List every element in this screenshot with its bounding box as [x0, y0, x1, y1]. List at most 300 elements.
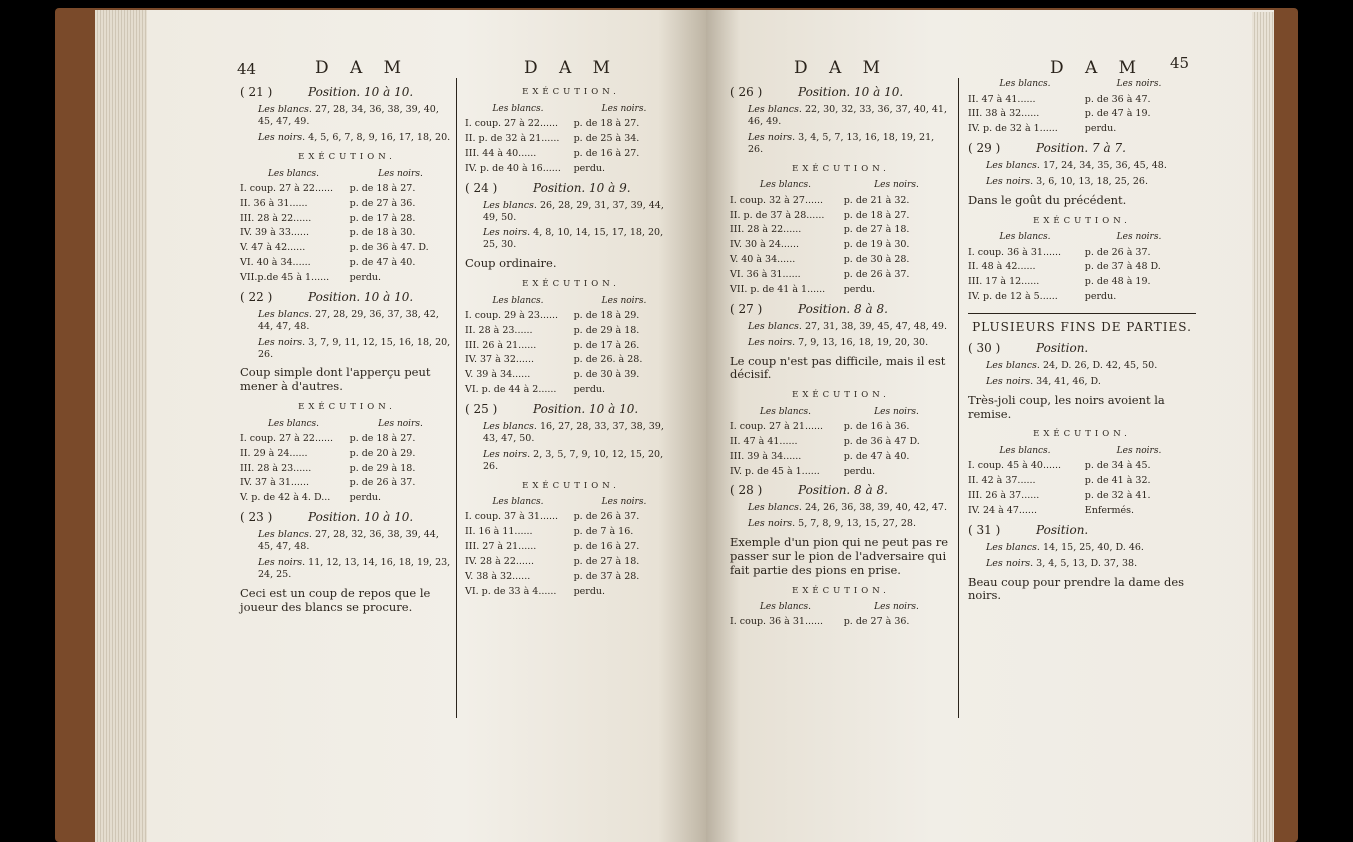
column-header: Les noirs.	[1116, 232, 1162, 243]
piece-side-label: Les blancs.	[483, 421, 537, 433]
move-row	[465, 586, 677, 598]
piece-squares: 26, 28, 29, 31, 37, 39, 44, 49, 50.	[483, 199, 664, 223]
piece-list	[986, 176, 1196, 188]
position-number: ( 26 )	[730, 85, 763, 100]
piece-squares: 22, 30, 32, 33, 36, 37, 40, 41, 46, 49.	[748, 104, 947, 128]
move-row	[240, 477, 454, 489]
section-title: PLUSIEURS FINS DE PARTIES.	[968, 313, 1196, 335]
column-rule	[456, 78, 457, 718]
piece-side-label: Les blancs.	[258, 104, 312, 116]
column-header: Les blancs.	[267, 168, 320, 179]
move-black: p. de 18 à 27.	[349, 182, 416, 194]
piece-list	[258, 104, 454, 128]
piece-side-label: Les blancs.	[986, 160, 1040, 172]
move-white: I. coup. 27 à 22......	[465, 118, 559, 130]
piece-side-label: Les noirs.	[748, 132, 796, 143]
position-number: ( 27 )	[730, 301, 763, 316]
position-title: Position. 7 à 7.	[1036, 141, 1126, 156]
move-row	[730, 210, 952, 222]
piece-list	[748, 104, 952, 128]
piece-squares: 14, 15, 25, 40, D. 46.	[1042, 541, 1144, 553]
move-white: III. 39 à 34......	[730, 450, 802, 462]
move-black: p. de 27 à 36.	[843, 616, 910, 628]
move-black: perdu.	[573, 162, 606, 174]
move-black: p. de 20 à 29.	[349, 447, 416, 459]
column-header: Les blancs.	[999, 79, 1051, 90]
move-table-header	[465, 497, 677, 508]
position-number: ( 24 )	[465, 180, 498, 195]
move-row	[240, 242, 454, 254]
piece-list	[483, 449, 677, 473]
move-white: VII.p.de 45 à 1......	[240, 272, 330, 283]
position-title: Position. 10 à 10.	[308, 289, 414, 304]
move-white: III. 28 à 22......	[730, 224, 802, 236]
column-header: Les blancs.	[492, 497, 544, 508]
piece-side-label: Les noirs.	[986, 375, 1034, 387]
position-heading	[730, 302, 952, 317]
move-row	[730, 436, 952, 448]
piece-side-label: Les blancs.	[258, 308, 312, 320]
move-white: III. 17 à 12......	[968, 276, 1040, 288]
move-black: perdu.	[1084, 291, 1117, 303]
move-white: II. p. de 37 à 28......	[730, 209, 825, 221]
move-white: I. coup. 27 à 22......	[240, 182, 334, 194]
position-heading	[240, 85, 454, 100]
move-white: II. 48 à 42......	[968, 261, 1036, 273]
move-black: p. de 48 à 19.	[1084, 276, 1151, 288]
move-black: p. de 25 à 34.	[573, 133, 640, 144]
move-white: III. 26 à 21......	[465, 339, 537, 351]
move-row	[968, 475, 1196, 487]
piece-side-label: Les blancs.	[258, 529, 312, 541]
commentary: Le coup n'est pas difficile, mais il est décisif.	[730, 353, 946, 382]
move-white: I. coup. 37 à 31......	[465, 511, 559, 523]
move-row	[968, 94, 1196, 106]
move-black: p. de 27 à 36.	[349, 197, 416, 209]
position-number: ( 25 )	[465, 402, 498, 417]
move-black: p. de 32 à 41.	[1084, 490, 1151, 502]
move-white: IV. 28 à 22......	[465, 556, 534, 568]
column-header: Les noirs.	[601, 497, 647, 508]
position-title: Position. 8 à 8.	[798, 301, 888, 316]
move-row	[968, 108, 1196, 120]
move-white: II. p. de 32 à 21......	[465, 133, 560, 144]
move-black: p. de 37 à 48 D.	[1084, 261, 1161, 273]
move-row	[730, 421, 952, 433]
move-white: V. p. de 42 à 4. D...	[240, 492, 331, 504]
column-header: Les noirs.	[874, 602, 919, 613]
move-black: p. de 18 à 27.	[573, 118, 640, 130]
position-heading	[968, 141, 1196, 156]
running-header: D A M	[793, 58, 889, 78]
column-page-45-right	[968, 58, 1196, 605]
move-black: p. de 16 à 36.	[843, 420, 910, 432]
move-row	[968, 490, 1196, 502]
column-header: Les noirs.	[378, 418, 423, 429]
piece-squares: 2, 3, 5, 7, 9, 10, 12, 15, 20, 26.	[483, 448, 664, 472]
commentary: Coup ordinaire.	[465, 256, 557, 271]
move-black: perdu.	[573, 384, 606, 396]
piece-squares: 11, 12, 13, 14, 16, 18, 19, 23, 24, 25.	[258, 556, 451, 580]
move-white: IV. p. de 40 à 16......	[465, 162, 561, 174]
piece-squares: 24, D. 26, D. 42, 45, 50.	[1042, 360, 1158, 372]
move-row	[730, 284, 952, 296]
piece-squares: 4, 8, 10, 14, 15, 17, 18, 20, 25, 30.	[483, 227, 664, 251]
move-row	[465, 526, 677, 538]
execution-heading: EXÉCUTION.	[792, 585, 890, 596]
move-row	[465, 310, 677, 322]
move-table-header	[968, 446, 1196, 457]
move-black: p. de 47 à 19.	[1084, 108, 1151, 120]
running-header: D A M	[523, 58, 619, 78]
piece-list	[986, 542, 1196, 554]
move-black: perdu.	[349, 492, 382, 504]
column-page-45-left	[730, 58, 952, 631]
move-black: p. de 47 à 40.	[349, 257, 416, 269]
position-heading	[240, 510, 454, 525]
commentary: Dans le goût du précédent.	[968, 192, 1127, 207]
piece-squares: 27, 28, 32, 36, 38, 39, 44, 45, 47, 48.	[258, 529, 439, 553]
move-row	[465, 541, 677, 553]
move-row	[730, 254, 952, 266]
move-black: p. de 19 à 30.	[843, 239, 910, 251]
move-row	[465, 511, 677, 523]
move-white: III. 28 à 22......	[240, 212, 312, 224]
page-edges-left	[95, 10, 147, 842]
column-header: Les blancs.	[492, 103, 544, 114]
column-header: Les blancs.	[492, 295, 544, 306]
move-white: IV. 24 à 47......	[968, 504, 1037, 516]
move-black: p. de 41 à 32.	[1084, 475, 1151, 487]
move-row	[240, 463, 454, 475]
move-black: p. de 37 à 28.	[573, 570, 640, 582]
column-page-44-left	[240, 58, 454, 616]
piece-side-label: Les noirs.	[483, 448, 531, 460]
piece-list	[483, 421, 677, 445]
move-white: III. 44 à 40......	[465, 147, 537, 159]
move-row	[465, 384, 677, 396]
position-title: Position. 10 à 10.	[308, 85, 414, 100]
move-black: p. de 36 à 47 D.	[843, 435, 920, 447]
move-white: VI. 36 à 31......	[730, 269, 801, 280]
position-number: ( 22 )	[240, 289, 273, 304]
move-black: perdu.	[843, 465, 876, 477]
move-white: II. 28 à 23......	[465, 324, 533, 336]
move-row	[968, 460, 1196, 472]
commentary: Beau coup pour prendre la dame des noirs.	[968, 574, 1185, 603]
piece-list	[748, 502, 952, 514]
piece-list	[748, 321, 952, 333]
move-white: IV. p. de 32 à 1......	[968, 123, 1058, 135]
piece-side-label: Les blancs.	[748, 502, 802, 514]
move-row	[465, 340, 677, 352]
move-row	[968, 261, 1196, 273]
piece-side-label: Les blancs.	[986, 541, 1040, 553]
move-row	[240, 227, 454, 239]
move-white: VI. p. de 44 à 2......	[465, 384, 557, 396]
piece-squares: 5, 7, 8, 9, 13, 15, 27, 28.	[798, 518, 916, 530]
move-row	[240, 183, 454, 195]
move-black: p. de 18 à 29.	[573, 309, 640, 321]
running-header: D A M	[314, 58, 410, 78]
move-black: p. de 30 à 39.	[573, 369, 640, 381]
move-black: p. de 29 à 18.	[573, 324, 640, 336]
move-row	[465, 354, 677, 366]
move-white: IV. p. de 45 à 1......	[730, 465, 820, 477]
move-row	[240, 433, 454, 445]
piece-side-label: Les noirs.	[986, 176, 1034, 187]
move-white: VI. p. de 33 à 4......	[465, 585, 557, 597]
piece-list	[748, 337, 952, 349]
column-header: Les blancs.	[999, 232, 1051, 243]
commentary: Ceci est un coup de repos que le joueur des blancs se procure.	[240, 585, 431, 614]
move-row	[730, 239, 952, 251]
move-black: p. de 34 à 45.	[1084, 460, 1151, 472]
move-white: I. coup. 36 à 31......	[968, 246, 1062, 258]
move-table-header	[968, 232, 1196, 243]
move-table-header	[730, 602, 952, 613]
piece-side-label: Les noirs.	[483, 227, 531, 239]
running-header: D A M	[1049, 58, 1145, 78]
move-table-header	[465, 296, 677, 307]
move-row	[968, 276, 1196, 288]
position-title: Position. 10 à 10.	[533, 402, 639, 417]
move-row	[240, 213, 454, 225]
move-black: perdu.	[1084, 123, 1117, 135]
move-white: III. 38 à 32......	[968, 108, 1040, 120]
column-header: Les noirs.	[378, 168, 423, 179]
move-row	[465, 118, 677, 130]
move-white: I. coup. 45 à 40......	[968, 460, 1062, 472]
move-black: p. de 21 à 32.	[843, 194, 910, 206]
move-row	[730, 195, 952, 207]
column-header: Les noirs.	[874, 406, 919, 417]
piece-squares: 3, 4, 5, 7, 13, 16, 18, 19, 21, 26.	[748, 132, 935, 155]
move-white: I. coup. 36 à 31......	[730, 616, 824, 628]
position-heading	[730, 483, 952, 498]
move-table-header	[240, 419, 454, 430]
move-black: perdu.	[573, 585, 606, 597]
move-table-header	[730, 407, 952, 418]
column-header: Les blancs.	[999, 446, 1051, 457]
position-number: ( 23 )	[240, 510, 273, 525]
execution-heading: EXÉCUTION.	[522, 87, 620, 98]
column-rule	[958, 78, 959, 718]
move-white: II. 47 à 41......	[968, 93, 1036, 105]
move-table-header	[730, 180, 952, 191]
move-row	[240, 448, 454, 460]
piece-squares: 17, 24, 34, 35, 36, 45, 48.	[1042, 160, 1167, 172]
piece-side-label: Les noirs.	[258, 132, 306, 143]
piece-list	[258, 132, 454, 144]
column-header: Les noirs.	[1116, 79, 1162, 90]
piece-side-label: Les noirs.	[258, 336, 306, 348]
move-row	[465, 571, 677, 583]
execution-heading: EXÉCUTION.	[298, 151, 396, 162]
position-title: Position. 10 à 10.	[308, 510, 414, 525]
piece-side-label: Les noirs.	[748, 336, 796, 348]
piece-squares: 27, 28, 34, 36, 38, 39, 40, 45, 47, 49.	[258, 104, 439, 128]
position-heading	[240, 290, 454, 305]
column-header: Les noirs.	[601, 103, 647, 114]
piece-list	[483, 200, 677, 224]
piece-side-label: Les blancs.	[748, 104, 802, 116]
move-row	[465, 163, 677, 175]
piece-side-label: Les blancs.	[483, 199, 537, 211]
piece-list	[483, 227, 677, 251]
move-white: I. coup. 27 à 21......	[730, 420, 824, 432]
piece-list	[986, 160, 1196, 172]
move-row	[240, 492, 454, 504]
move-row	[465, 133, 677, 145]
piece-squares: 34, 41, 46, D.	[1036, 375, 1101, 387]
move-row	[968, 291, 1196, 303]
move-white: II. 36 à 31......	[240, 197, 308, 209]
move-black: p. de 26 à 37.	[1084, 246, 1151, 258]
move-white: III. 26 à 37......	[968, 490, 1040, 502]
move-row	[465, 369, 677, 381]
execution-heading: EXÉCUTION.	[792, 163, 890, 174]
move-white: II. 47 à 41......	[730, 435, 798, 447]
column-header: Les noirs.	[1116, 446, 1162, 457]
move-white: I. coup. 32 à 27......	[730, 194, 824, 206]
column-header: Les noirs.	[874, 180, 919, 191]
move-black: Enfermés.	[1084, 504, 1135, 516]
move-black: p. de 17 à 28.	[349, 212, 416, 224]
move-black: p. de 26 à 37.	[349, 477, 416, 489]
column-header: Les blancs.	[759, 602, 812, 613]
move-black: p. de 26 à 37.	[843, 269, 910, 280]
move-row	[968, 505, 1196, 517]
commentary: Coup simple dont l'apperçu peut mener à d'autres.	[240, 365, 431, 394]
move-table-header	[240, 169, 454, 180]
piece-squares: 3, 4, 5, 13, D. 37, 38.	[1036, 557, 1138, 569]
move-black: p. de 26. à 28.	[573, 354, 643, 366]
move-black: p. de 26 à 37.	[573, 511, 640, 523]
move-black: p. de 36 à 47. D.	[349, 242, 429, 254]
move-white: I. coup. 27 à 22......	[240, 432, 334, 444]
move-white: VI. 40 à 34......	[240, 257, 311, 269]
position-heading	[968, 523, 1196, 538]
commentary: Très-joli coup, les noirs avoient la remise.	[968, 392, 1165, 421]
column-header: Les blancs.	[759, 180, 812, 191]
piece-squares: 24, 26, 36, 38, 39, 40, 42, 47.	[804, 502, 947, 514]
move-black: perdu.	[349, 272, 382, 283]
move-row	[240, 257, 454, 269]
piece-squares: 4, 5, 6, 7, 8, 9, 16, 17, 18, 20.	[308, 132, 451, 143]
move-row	[730, 269, 952, 281]
move-black: perdu.	[843, 283, 876, 295]
column-page-44-right	[465, 58, 677, 601]
move-white: IV. 39 à 33......	[240, 227, 309, 239]
move-row	[730, 224, 952, 236]
position-title: Position. 8 à 8.	[798, 483, 888, 498]
piece-list	[986, 360, 1196, 372]
piece-squares: 3, 7, 9, 11, 12, 15, 16, 18, 20, 26.	[258, 336, 451, 360]
piece-squares: 27, 28, 29, 36, 37, 38, 42, 44, 47, 48.	[258, 308, 439, 332]
position-number: ( 31 )	[968, 522, 1001, 537]
position-number: ( 29 )	[968, 141, 1001, 156]
move-white: II. 29 à 24......	[240, 447, 308, 459]
move-white: V. 40 à 34......	[730, 254, 796, 266]
move-black: p. de 47 à 40.	[843, 450, 910, 462]
move-white: V. 47 à 42......	[240, 242, 306, 254]
piece-list	[986, 558, 1196, 570]
position-heading	[465, 181, 677, 196]
move-black: p. de 29 à 18.	[349, 462, 416, 474]
piece-squares: 3, 6, 10, 13, 18, 25, 26.	[1036, 176, 1148, 187]
move-white: II. 16 à 11......	[465, 526, 533, 538]
move-white: II. 42 à 37......	[968, 475, 1036, 487]
position-title: Position. 10 à 10.	[798, 85, 904, 100]
move-row	[465, 556, 677, 568]
position-title: Position.	[1036, 341, 1089, 356]
move-white: VII. p. de 41 à 1......	[730, 283, 826, 295]
position-heading	[730, 85, 952, 100]
move-row	[968, 123, 1196, 135]
execution-heading: EXÉCUTION.	[1033, 429, 1131, 440]
move-white: IV. p. de 12 à 5......	[968, 291, 1058, 303]
move-white: III. 27 à 21......	[465, 541, 537, 553]
piece-side-label: Les blancs.	[986, 360, 1040, 372]
piece-list	[986, 376, 1196, 388]
piece-side-label: Les noirs.	[748, 518, 796, 530]
move-row	[968, 247, 1196, 259]
move-row	[730, 616, 952, 628]
position-heading	[968, 341, 1196, 356]
piece-squares: 7, 9, 13, 16, 18, 19, 20, 30.	[798, 336, 929, 348]
move-black: p. de 18 à 27.	[349, 432, 416, 444]
move-black: p. de 27 à 18.	[573, 556, 640, 568]
move-black: p. de 16 à 27.	[573, 147, 640, 159]
piece-list	[748, 518, 952, 530]
move-black: p. de 17 à 26.	[573, 339, 640, 351]
execution-heading: EXÉCUTION.	[298, 401, 396, 412]
move-black: p. de 27 à 18.	[843, 224, 910, 236]
move-row	[730, 451, 952, 463]
position-number: ( 30 )	[968, 341, 1001, 356]
move-row	[240, 198, 454, 210]
position-number: ( 28 )	[730, 483, 763, 498]
move-white: V. 38 à 32......	[465, 570, 531, 582]
column-header: Les noirs.	[601, 295, 647, 306]
move-row	[465, 325, 677, 337]
move-white: IV. 37 à 31......	[240, 477, 309, 489]
execution-heading: EXÉCUTION.	[792, 390, 890, 401]
move-black: p. de 36 à 47.	[1084, 93, 1151, 105]
piece-side-label: Les blancs.	[748, 320, 802, 332]
move-black: p. de 7 à 16.	[573, 526, 634, 538]
page-edges-right	[1252, 12, 1274, 842]
piece-squares: 27, 31, 38, 39, 45, 47, 48, 49.	[804, 320, 947, 332]
move-black: p. de 16 à 27.	[573, 541, 640, 553]
execution-heading: EXÉCUTION.	[522, 278, 620, 289]
piece-squares: 16, 27, 28, 33, 37, 38, 39, 43, 47, 50.	[483, 421, 664, 444]
position-title: Position. 10 à 9.	[533, 180, 631, 195]
move-black: p. de 18 à 27.	[843, 209, 910, 221]
piece-list	[258, 557, 454, 581]
move-table-header	[968, 79, 1196, 90]
move-black: p. de 18 à 30.	[349, 227, 416, 239]
piece-list	[258, 529, 454, 553]
piece-list	[258, 337, 454, 361]
page-number: 45	[1170, 54, 1190, 72]
piece-side-label: Les noirs.	[986, 557, 1034, 569]
move-white: IV. 37 à 32......	[465, 354, 534, 366]
move-row	[730, 466, 952, 478]
piece-side-label: Les noirs.	[258, 556, 306, 568]
move-black: p. de 30 à 28.	[843, 254, 910, 266]
